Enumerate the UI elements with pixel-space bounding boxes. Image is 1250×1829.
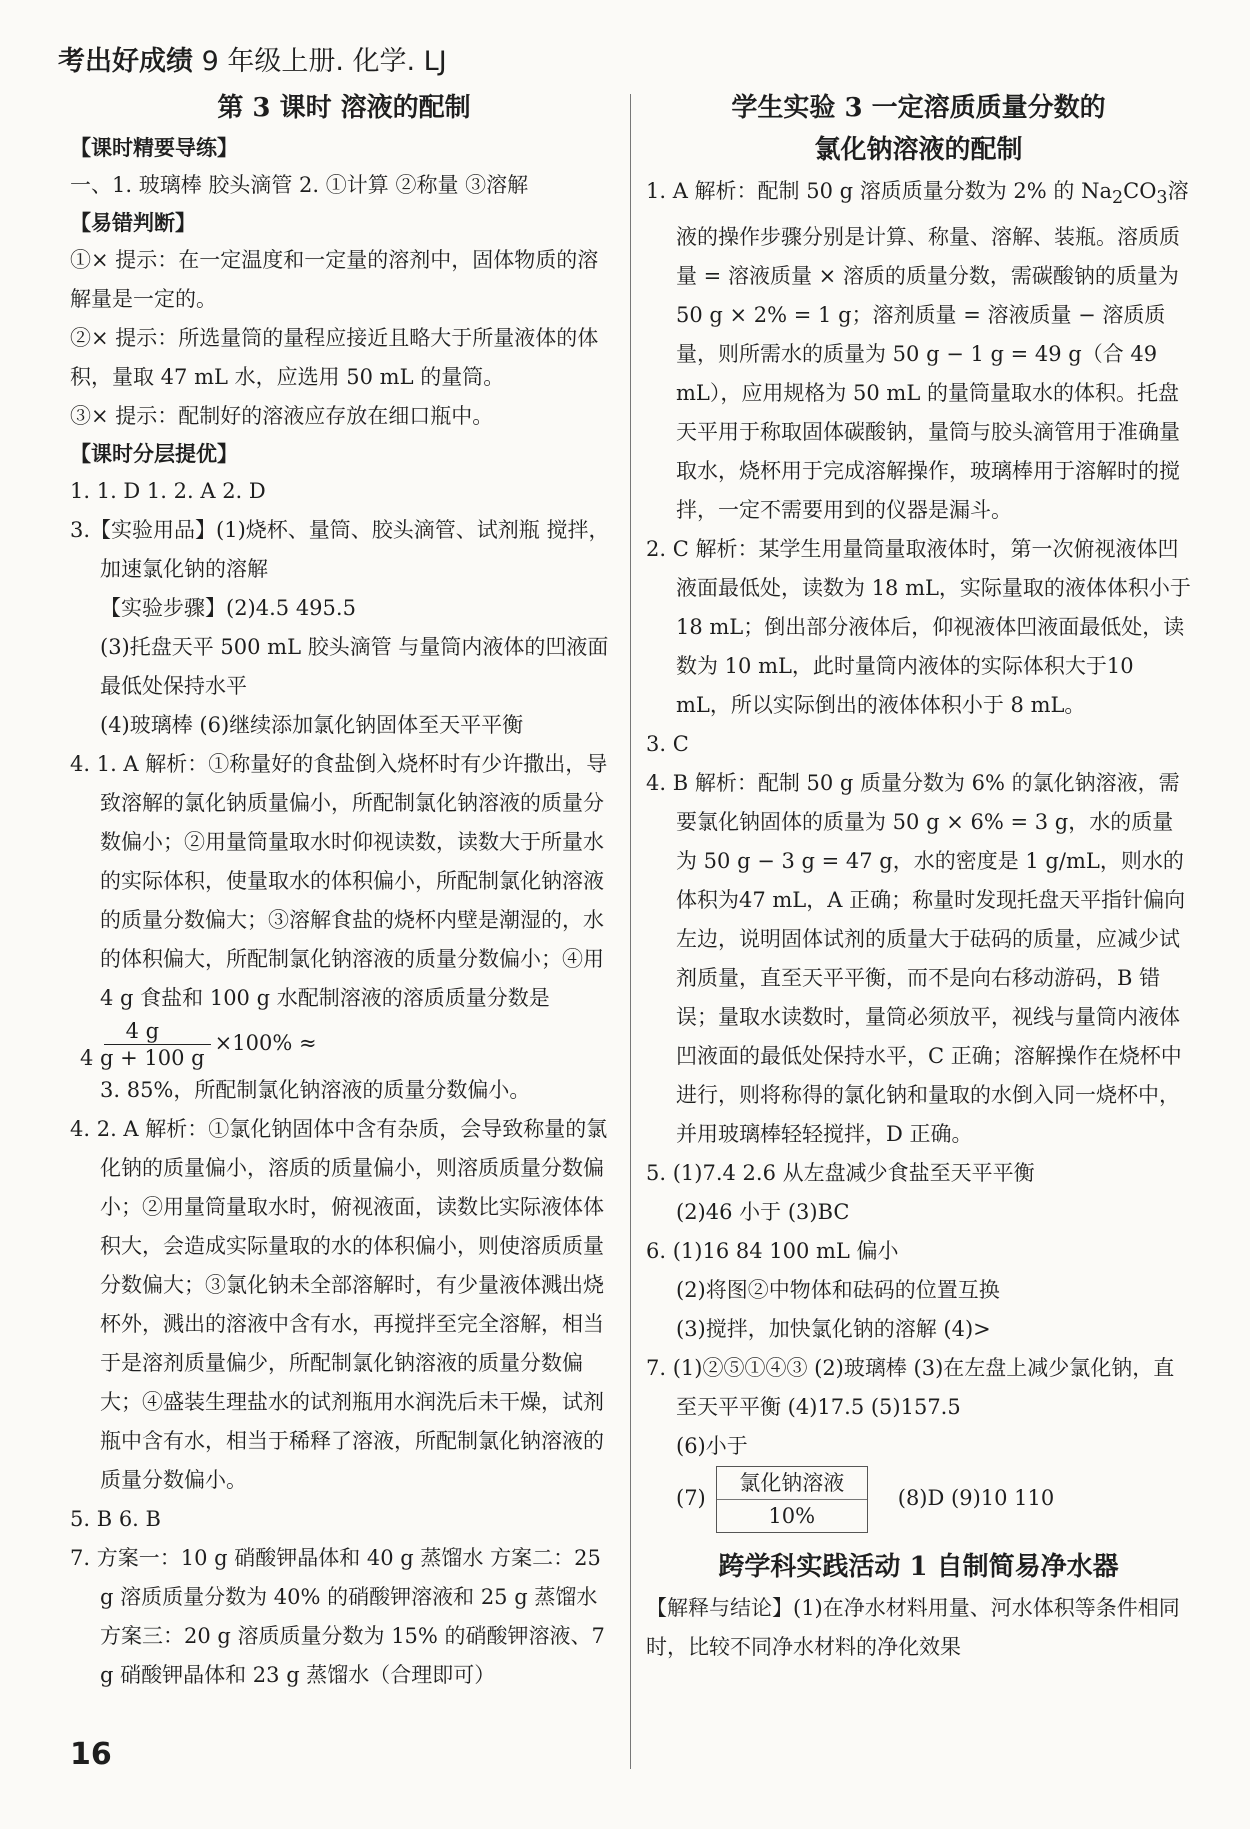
answer-subline: (3)搅拌，加快氯化钠的溶解 (4)> bbox=[676, 1317, 991, 1342]
answer-item: 4. 2. A 解析：①氯化钠固体中含有杂质，会导致称量的氯化钠的质量偏小，溶质的质量偏小，则溶质质量分数偏小；②用量筒量取水时，俯视液面，读数比实际液体体积大，会造成实际量取的水的体积偏小，则使溶质质量分数偏大；③氯化钠未全部溶解时，有少量液体溅出烧杯外，溅出的溶液中含有水，再搅拌至完全溶解，相当于是溶剂质量偏少，所配制氯化钠溶液的质量分数偏大；④盛装生理盐水的试剂瓶用水润洗后未干燥，试剂瓶中含有水，相当于稀释了溶液，所配制氯化钠溶液的质量分数偏小。 bbox=[70, 1117, 608, 1492]
right-column bbox=[646, 88, 1191, 1667]
formula-text: CO bbox=[1123, 179, 1157, 203]
answer-subline: 3. 85%，所配制氯化钠溶液的质量分数偏小。 bbox=[100, 1078, 531, 1102]
answer-text: (8)D (9)10 110 bbox=[897, 1486, 1055, 1511]
explanation-text: 4. 1. A 解析：①称量好的食盐倒入烧杯时有少许撒出，导致溶解的氯化钠质量偏小，所配制氯化钠溶液的质量分数偏小；②用量筒量取水时仰视读数，读数大于所量水的实际体积，使量取水的体积偏小，所配制氯化钠溶液的质量分数偏大；③溶解食盐的烧杯内壁是潮湿的，水的体积偏大，所配制氯化钠溶液的质量分数偏小；④用 4 g 食盐和 100 g 水配制溶液的溶质质量分数是 bbox=[70, 752, 608, 1010]
judgment-item: ③× 提示：配制好的溶液应存放在细口瓶中。 bbox=[70, 404, 494, 428]
label-percent: 10% bbox=[768, 1504, 816, 1529]
column-divider bbox=[630, 94, 631, 1769]
answer-item: 4. B 解析：配制 50 g 质量分数为 6% 的氯化钠溶液，需要氯化钠固体的质量为 50 g × 6% = 3 g，水的质量为 50 g − 3 g = 47 g，水的密度是 1 g/mL，则水的体积为47 mL，A 正确；称量时发现托盘天平指针偏向左边，说明固体试剂的质量大于砝码的质量，应减少试剂质量，直至天平平衡，而不是向右移动游码，B 错误；量取水读数时，量筒必须放平，视线与量筒内液体凹液面的最低处保持水平，C 正确；溶解操作在烧杯中进行，则将称得的氯化钠和量取的水倒入同一烧杯中，并用玻璃棒轻轻搅拌，D 正确。 bbox=[646, 771, 1186, 1147]
fraction-denominator: 4 g + 100 g bbox=[80, 1046, 205, 1070]
answer-item: 5. (1)7.4 2.6 从左盘减少食盐至天平平衡 bbox=[646, 1161, 1035, 1186]
left-column bbox=[70, 88, 618, 1695]
answer-item: 3.【实验用品】(1)烧杯、量筒、胶头滴管、试剂瓶 搅拌，加速氯化钠的溶解 bbox=[70, 518, 610, 581]
answer-subline: (4)玻璃棒 (6)继续添加氯化钠固体至天平平衡 bbox=[100, 713, 524, 737]
answer-line: 5. B 6. B bbox=[70, 1507, 161, 1531]
bottle-label bbox=[716, 1466, 868, 1533]
section-heading: 【易错判断】 bbox=[70, 211, 196, 235]
answer-subline: (2)将图②中物体和砝码的位置互换 bbox=[676, 1278, 1000, 1303]
judgment-item: ①× 提示：在一定温度和一定量的溶剂中，固体物质的溶解量是一定的。 bbox=[70, 248, 599, 311]
answer-item: 7. 方案一：10 g 硝酸钾晶体和 40 g 蒸馏水 方案二：25 g 溶质质量分数为 40% 的硝酸钾溶液和 25 g 蒸馏水 方案三：20 g 溶质质量分数为 15% 的硝酸钾溶液、7 g 硝酸钾晶体和 23 g 蒸馏水（合理即可） bbox=[70, 1546, 605, 1687]
answer-line: 3. C bbox=[646, 732, 689, 757]
answer-line: 一、1. 玻璃棒 胶头滴管 2. ①计算 ②称量 ③溶解 bbox=[70, 173, 529, 197]
subscript: 2 bbox=[1111, 188, 1124, 209]
fraction-numerator: 4 g bbox=[104, 1018, 211, 1045]
answer-item: 2. C 解析：某学生用量筒量取液体时，第一次俯视液体凹液面最低处，读数为 18 mL，实际量取的液体体积小于 18 mL；倒出部分液体后，仰视液体凹液面最低处，读数为 10 mL，此时量筒内液体的实际体积大于10 mL，所以实际倒出的液体体积小于 8 mL。 bbox=[646, 537, 1191, 718]
label-name: 氯化钠溶液 bbox=[717, 1467, 867, 1500]
judgment-item: ②× 提示：所选量筒的量程应接近且略大于所量液体的体积，量取 47 mL 水，应选用 50 mL 的量筒。 bbox=[70, 326, 599, 389]
answer-subline: (6)小于 bbox=[676, 1434, 748, 1459]
answer-subline: (2)46 小于 (3)BC bbox=[676, 1200, 850, 1225]
answer-item bbox=[70, 745, 618, 1071]
answer-line: 【解释与结论】(1)在净水材料用量、河水体积等条件相同时，比较不同净水材料的净化效果 bbox=[646, 1596, 1180, 1660]
answer-item bbox=[646, 172, 1191, 530]
answer-item: 6. (1)16 84 100 mL 偏小 bbox=[646, 1239, 899, 1264]
answer-subline: 【实验步骤】(2)4.5 495.5 bbox=[100, 596, 356, 620]
page-number: 16 bbox=[70, 1737, 112, 1772]
explanation-text: 溶液的操作步骤分别是计算、称量、溶解、装瓶。溶质质量 = 溶液质量 × 溶质的质量分数，需碳酸钠的质量为 50 g × 2% = 1 g；溶剂质量 = 溶液质量 − 溶质质量，则所需水的质量为 50 g − 1 g = 49 g（合 49 mL），应用规格为 50 mL 的量筒量取水的体积。托盘天平用于称取固体碳酸钠，量筒与胶头滴管用于准确量取水，烧杯用于完成溶解操作，玻璃棒用于溶解时的搅拌，一定不需要用到的仪器是漏斗。 bbox=[676, 179, 1189, 523]
section-heading: 【课时分层提优】 bbox=[70, 442, 238, 466]
explanation-text: ×100% ≈ bbox=[214, 1031, 317, 1055]
subscript: 3 bbox=[1156, 188, 1168, 209]
answer-subline bbox=[646, 1466, 1191, 1533]
experiment-title: 学生实验 3 一定溶质质量分数的 bbox=[731, 93, 1106, 123]
brand-name: 考出好成绩 bbox=[58, 46, 193, 77]
section-heading: 【课时精要导练】 bbox=[70, 136, 238, 160]
book-header bbox=[58, 42, 447, 82]
fraction bbox=[80, 1018, 211, 1071]
item-number: (7) bbox=[676, 1486, 706, 1511]
experiment-title: 氯化钠溶液的配制 bbox=[814, 135, 1023, 165]
explanation-text: 1. A 解析：配制 50 g 溶质质量分数为 2% 的 Na bbox=[646, 179, 1112, 203]
answer-subline: (3)托盘天平 500 mL 胶头滴管 与量筒内液体的凹液面最低处保持水平 bbox=[100, 635, 609, 698]
activity-title: 跨学科实践活动 1 自制简易净水器 bbox=[718, 1552, 1119, 1583]
lesson-title: 第 3 课时 溶液的配制 bbox=[217, 93, 471, 123]
book-subtitle: 9 年级上册. 化学. LJ bbox=[193, 46, 447, 77]
answer-line: 1. 1. D 1. 2. A 2. D bbox=[70, 479, 266, 503]
answer-item: 7. (1)②⑤①④③ (2)玻璃棒 (3)在左盘上减少氯化钠，直至天平平衡 (4)17.5 (5)157.5 bbox=[646, 1356, 1175, 1420]
